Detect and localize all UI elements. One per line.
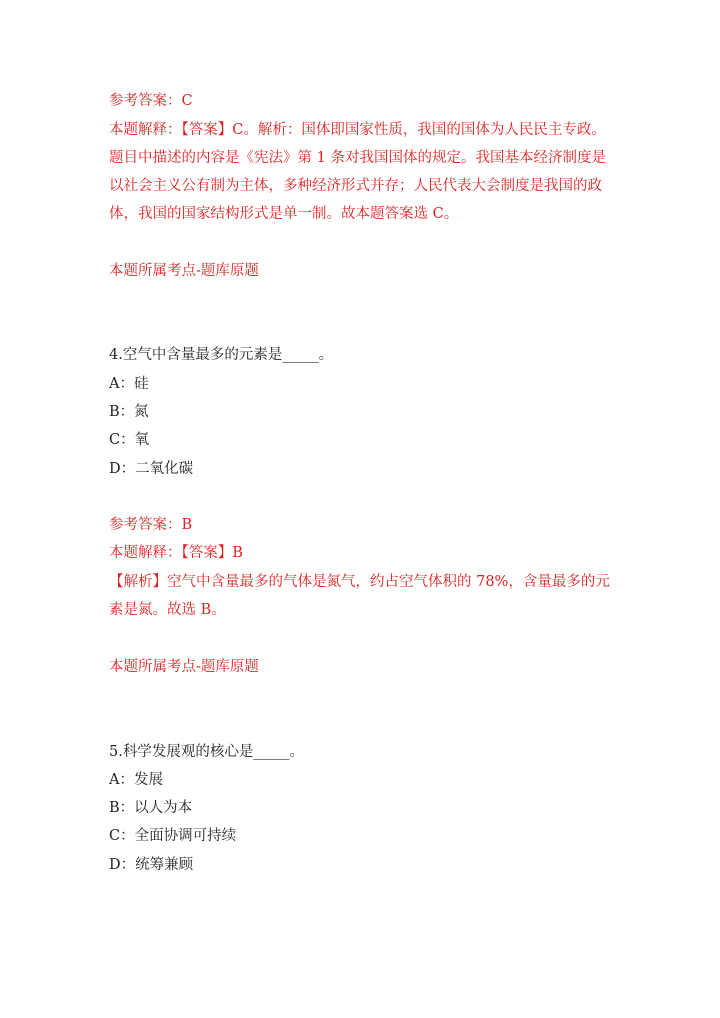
q4-option-a: A：硅 — [109, 376, 149, 392]
q3-explanation-line-4: 体，我国的国家结构形式是单一制。故本题答案选 C。 — [109, 206, 459, 222]
q5-option-a: A：发展 — [109, 772, 163, 788]
q4-option-b: B：氮 — [109, 404, 149, 420]
q5-option-d: D：统筹兼顾 — [109, 857, 194, 873]
q5-option-c: C：全面协调可持续 — [109, 828, 237, 844]
q3-answer: 参考答案：C — [109, 93, 193, 109]
q3-explanation-line-2: 题目中描述的内容是《宪法》第 1 条对我国国体的规定。我国基本经济制度是 — [109, 150, 606, 166]
q4-explanation-line-3: 素是氮。故选 B。 — [109, 602, 226, 618]
q5-option-b: B：以人为本 — [109, 800, 193, 816]
q4-answer: 参考答案：B — [109, 517, 193, 533]
q4-explanation-line-2: 【解析】空气中含量最多的气体是氮气，约占空气体积的 78%，含量最多的元 — [109, 574, 610, 590]
q3-explanation-line-1: 本题解释：【答案】C。解析：国体即国家性质，我国的国体为人民民主专政。 — [109, 122, 606, 138]
q4-option-d: D：二氧化碳 — [109, 461, 194, 477]
q4-source: 本题所属考点-题库原题 — [109, 659, 259, 675]
q3-explanation-line-3: 以社会主义公有制为主体，多种经济形式并存；人民代表大会制度是我国的政 — [109, 178, 602, 194]
q5-question: 5.科学发展观的核心是_____。 — [109, 744, 305, 760]
q4-explanation-line-1: 本题解释：【答案】B — [109, 545, 243, 561]
q4-option-c: C：氧 — [109, 432, 150, 448]
q4-question: 4.空气中含量最多的元素是_____。 — [109, 347, 334, 363]
q3-source: 本题所属考点-题库原题 — [109, 263, 259, 279]
